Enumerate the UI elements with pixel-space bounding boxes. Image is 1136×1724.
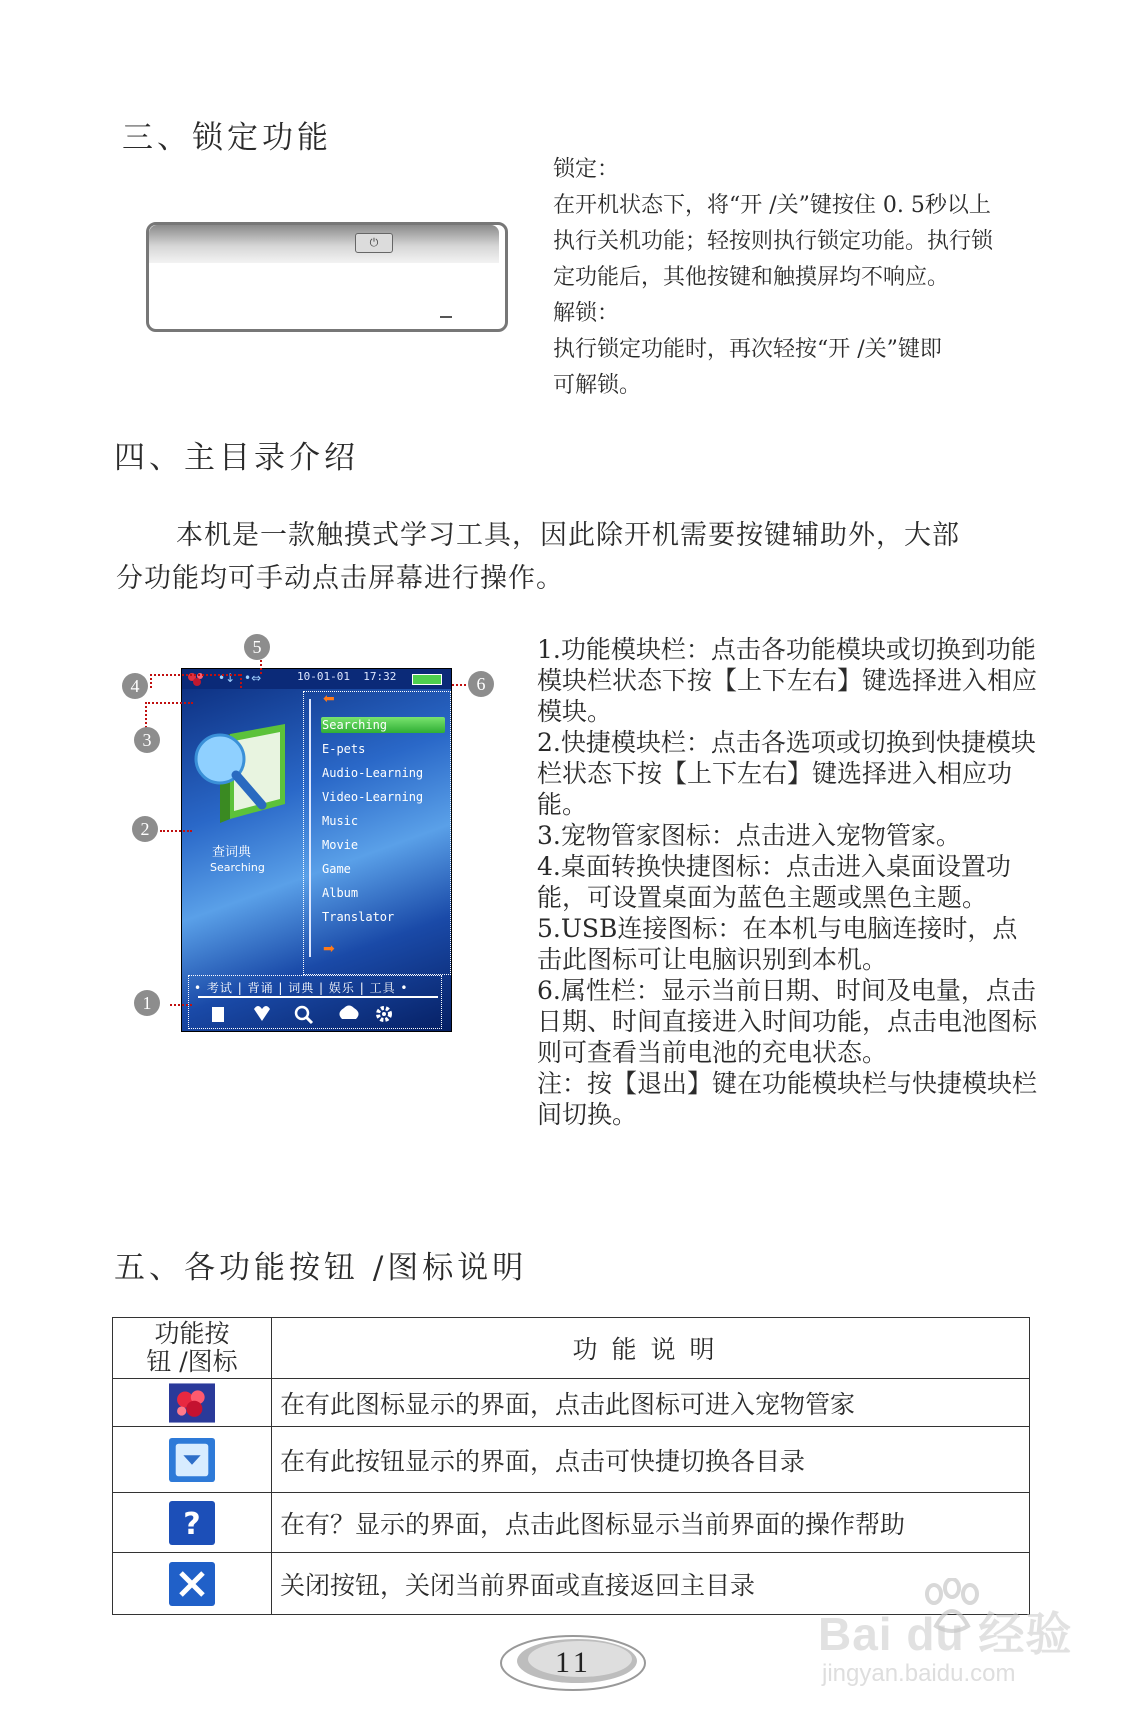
arrow-right-icon: ➡ bbox=[323, 941, 335, 957]
dropdown-icon bbox=[169, 1437, 215, 1483]
usb-icon: •⇔ bbox=[244, 671, 262, 685]
menu-item: Translator bbox=[322, 910, 395, 924]
section5-heading: 五、各功能按钮 /图标说明 bbox=[114, 1250, 528, 1286]
shortcut-tabs: • 考试 | 背诵 | 词典 | 娱乐 | 工具 • bbox=[194, 981, 409, 995]
module-title-cn: 查词典 bbox=[212, 845, 252, 860]
menu-item: E-pets bbox=[322, 742, 366, 756]
theme-switch-icon: •↓ bbox=[218, 671, 236, 685]
menu-item: Game bbox=[322, 862, 351, 876]
svg-text:?: ? bbox=[183, 1506, 201, 1542]
callout-badge: 3 bbox=[134, 727, 160, 753]
description-cell: 关闭按钮，关闭当前界面或直接返回主目录 bbox=[272, 1553, 1030, 1615]
legend-item: 2.快捷模块栏：点击各选项或切换到快捷模块栏状态下按【上下左右】键选择进入相应功能。 bbox=[537, 728, 1036, 819]
lock-line: 解锁： bbox=[553, 301, 620, 326]
lock-line: 执行锁定功能时，再次轻按“开 /关”键即 bbox=[553, 337, 942, 362]
tab-divider bbox=[198, 996, 438, 998]
lock-line: 在开机状态下，将“开 /关”键按住 0. 5秒以上 bbox=[553, 193, 991, 218]
callout-line-4-v2 bbox=[240, 674, 243, 688]
callout-badge: 4 bbox=[122, 673, 148, 699]
callout-badge: 2 bbox=[132, 816, 158, 842]
module-title-en: Searching bbox=[210, 861, 265, 874]
battery-icon bbox=[412, 674, 442, 685]
page-number: 11 bbox=[555, 1646, 592, 1679]
status-time: 17:32 bbox=[363, 670, 397, 683]
icon-cell bbox=[113, 1427, 272, 1493]
callout-line-4-v bbox=[150, 674, 153, 688]
main-menu-legend bbox=[537, 634, 1037, 1130]
shortcut-icon-row bbox=[182, 1001, 451, 1027]
icon-cell bbox=[113, 1379, 272, 1427]
legend-note: 注：按【退出】键在功能模块栏与快捷模块栏间切换。 bbox=[537, 1069, 1038, 1129]
intro-line: 分功能均可手动点击屏幕进行操作。 bbox=[116, 563, 564, 594]
table-row bbox=[113, 1427, 1030, 1493]
table-header-cell bbox=[113, 1318, 272, 1379]
header-text: 钮 /图标 bbox=[146, 1347, 238, 1376]
callout-line-6 bbox=[452, 684, 466, 687]
lock-description bbox=[553, 152, 1053, 404]
menu-item: Album bbox=[322, 886, 359, 900]
table-header-cell: 功能说明 bbox=[272, 1318, 1030, 1379]
device-screen bbox=[181, 668, 452, 1032]
lock-line: 锁定： bbox=[553, 157, 620, 182]
power-button-icon: ⏻ bbox=[355, 233, 393, 253]
heart-icon bbox=[254, 1006, 270, 1021]
header-text: 功能按 bbox=[154, 1319, 230, 1348]
pet-butler-icon bbox=[169, 1380, 215, 1426]
legend-item: 1.功能模块栏：点击各功能模块或切换到功能模块栏状态下按【上下左右】键选择进入相应模块。 bbox=[537, 635, 1038, 726]
section3-heading: 三、锁定功能 bbox=[122, 120, 332, 156]
callout-line-5 bbox=[260, 660, 263, 674]
table-row bbox=[113, 1493, 1030, 1553]
function-icon-table bbox=[112, 1317, 1030, 1615]
status-date: 10-01-01 bbox=[297, 670, 350, 683]
legend-item: 5.USB连接图标：在本机与电脑连接时，点击此图标可让电脑识别到本机。 bbox=[537, 914, 1018, 974]
legend-item: 4.桌面转换快捷图标：点击进入桌面设置功能，可设置桌面为蓝色主题或黑色主题。 bbox=[537, 852, 1011, 912]
menu-item: Audio-Learning bbox=[322, 766, 424, 780]
section4-intro bbox=[116, 514, 1056, 600]
table-row bbox=[113, 1379, 1030, 1427]
callout-badge: 1 bbox=[134, 990, 160, 1016]
menu-divider bbox=[309, 699, 311, 957]
icon-cell bbox=[113, 1553, 272, 1615]
description-cell: 在有此图标显示的界面，点击此图标可进入宠物管家 bbox=[272, 1379, 1030, 1427]
lock-line: 执行关机功能；轻按则执行锁定功能。执行锁 bbox=[553, 229, 994, 254]
function-module-panel bbox=[303, 691, 451, 975]
note-icon bbox=[212, 1007, 224, 1022]
icon-cell bbox=[113, 1493, 272, 1553]
cloud-icon bbox=[339, 1006, 358, 1020]
device-mark bbox=[440, 316, 452, 318]
legend-item: 3.宠物管家图标：点击进入宠物管家。 bbox=[537, 821, 961, 850]
watermark-brand: Bai du 经验 bbox=[818, 1608, 1073, 1660]
watermark-url: jingyan.baidu.com bbox=[822, 1660, 1016, 1687]
menu-item: Searching bbox=[322, 718, 388, 732]
callout-line-1 bbox=[170, 1004, 192, 1007]
description-cell: 在有此按钮显示的界面，点击可快捷切换各目录 bbox=[272, 1427, 1030, 1493]
description-cell: 在有？显示的界面，点击此图标显示当前界面的操作帮助 bbox=[272, 1493, 1030, 1553]
legend-item: 6.属性栏：显示当前日期、时间及电量，点击日期、时间直接进入时间功能，点击电池图标则可查看当前电池的充电状态。 bbox=[537, 976, 1038, 1067]
lock-line: 可解锁。 bbox=[553, 373, 642, 398]
callout-line-4 bbox=[150, 674, 240, 677]
callout-badge: 5 bbox=[244, 634, 270, 660]
section4-heading: 四、主目录介绍 bbox=[114, 440, 359, 476]
callout-line-2 bbox=[160, 830, 192, 833]
menu-item: Music bbox=[322, 814, 359, 828]
callout-badge: 6 bbox=[468, 671, 494, 697]
arrow-left-icon: ⬅ bbox=[323, 691, 335, 707]
intro-line: 本机是一款触摸式学习工具，因此除开机需要按键辅助外，大部 bbox=[176, 520, 960, 551]
dictionary-book-icon bbox=[190, 719, 300, 829]
device-top-edge bbox=[149, 225, 499, 263]
help-icon bbox=[169, 1500, 215, 1546]
close-icon bbox=[169, 1561, 215, 1607]
table-header-row bbox=[113, 1318, 1030, 1379]
lock-line: 定功能后，其他按键和触摸屏均不响应。 bbox=[553, 265, 950, 290]
status-date-time bbox=[297, 670, 396, 683]
menu-item: Video-Learning bbox=[322, 790, 424, 804]
menu-item: Movie bbox=[322, 838, 359, 852]
